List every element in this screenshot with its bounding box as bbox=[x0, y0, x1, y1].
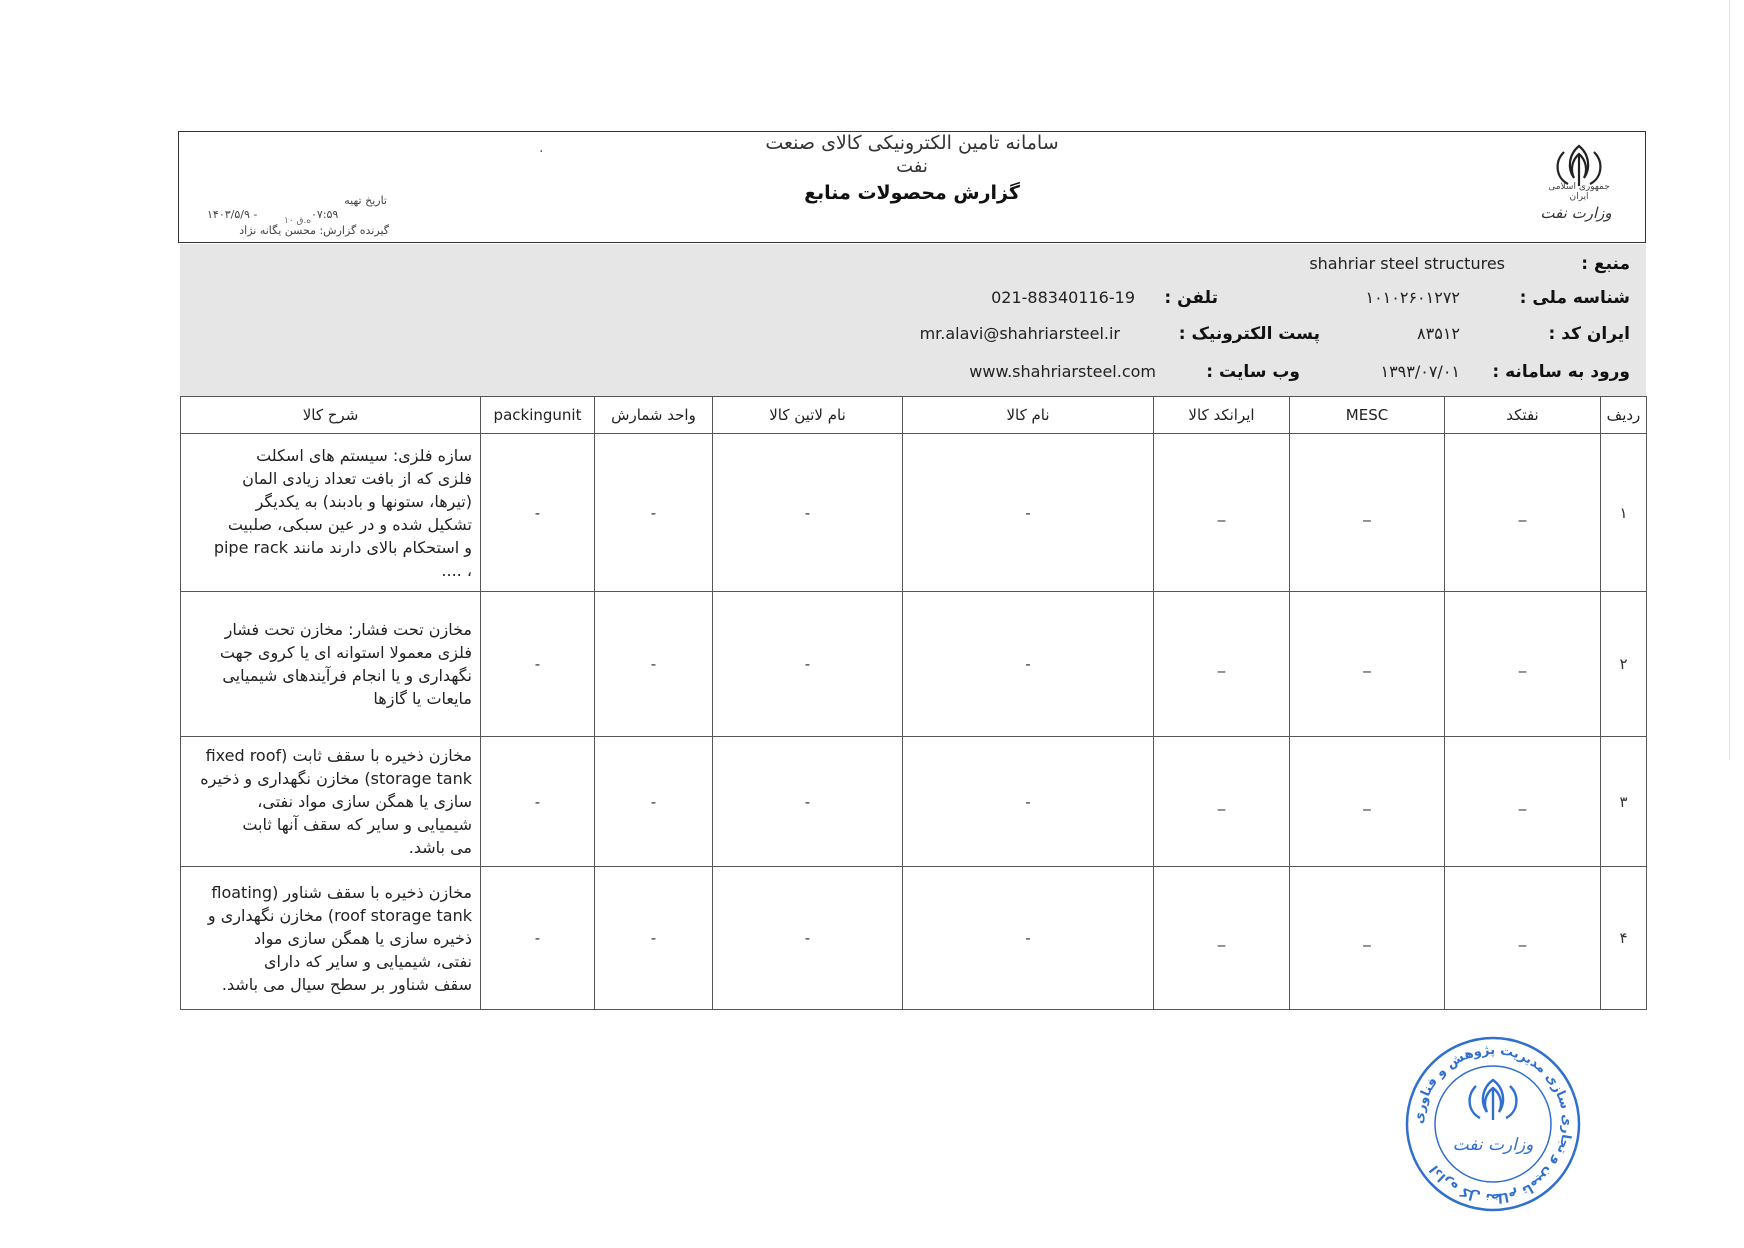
description-line: مایعات یا گازها bbox=[373, 689, 472, 708]
packingunit-cell: - bbox=[481, 592, 595, 737]
description-line: مخازن تحت فشار: مخازن تحت فشار bbox=[224, 620, 472, 639]
irancode-cell: _ bbox=[1154, 867, 1290, 1010]
email-label: پست الکترونیک : bbox=[1178, 324, 1320, 344]
prepared-date-label: تاریخ تهیه bbox=[344, 194, 387, 207]
svg-text:وزارت نفت: وزارت نفت bbox=[1452, 1135, 1534, 1155]
description-line: فلزی که از بافت تعداد زیادی المان bbox=[242, 468, 472, 488]
product-name-cell: - bbox=[903, 867, 1154, 1010]
description-line: سازی یا همگن سازی مواد نفتی، bbox=[257, 792, 472, 811]
description-line: سازه فلزی: سیستم های اسکلت bbox=[256, 445, 472, 465]
header-irancode: ایرانکد کالا bbox=[1154, 397, 1290, 434]
description-line: شیمیایی و سایر که سقف آنها ثابت bbox=[242, 815, 472, 834]
iran-code-value: ۸۳۵۱۲ bbox=[1417, 324, 1460, 343]
row-number: ۲ bbox=[1601, 592, 1647, 737]
header-row-number: ردیف bbox=[1601, 397, 1647, 434]
mesc-cell: _ bbox=[1290, 867, 1445, 1010]
website-value: www.shahriarsteel.com bbox=[969, 362, 1156, 381]
irancode-cell: _ bbox=[1154, 737, 1290, 867]
naftcode-cell: _ bbox=[1445, 592, 1601, 737]
product-name-cell: - bbox=[903, 737, 1154, 867]
naftcode-cell: _ bbox=[1445, 737, 1601, 867]
national-id-value: ۱۰۱۰۲۶۰۱۲۷۲ bbox=[1365, 288, 1460, 307]
header-description: شرح کالا bbox=[181, 397, 481, 434]
prepared-date-value: ۱۴۰۳/۵/۹ - bbox=[207, 208, 258, 221]
packingunit-cell: - bbox=[481, 434, 595, 592]
header-packingunit: packingunit bbox=[481, 397, 595, 434]
row-number: ۴ bbox=[1601, 867, 1647, 1010]
table-row bbox=[181, 867, 1647, 1010]
email-value: mr.alavi@shahriarsteel.ir bbox=[919, 324, 1120, 343]
description-line: roof storage tank) مخازن نگهداری و bbox=[207, 905, 472, 925]
description-cell bbox=[181, 737, 481, 867]
ministry-stamp-icon bbox=[1400, 1032, 1586, 1216]
description-cell bbox=[181, 592, 481, 737]
latin-name-cell: - bbox=[713, 434, 903, 592]
products-table bbox=[180, 396, 1647, 1010]
iran-code-label: ایران کد : bbox=[1548, 324, 1630, 344]
latin-name-cell: - bbox=[713, 867, 903, 1010]
packingunit-cell: - bbox=[481, 737, 595, 867]
source-label: منبع : bbox=[1581, 254, 1630, 274]
description-line: نفتی، شیمیایی و سایر که دارای bbox=[263, 951, 472, 971]
logo-caption-republic: جمهوری اسلامی ایران bbox=[1548, 182, 1610, 202]
table-row bbox=[181, 592, 1647, 737]
system-title-line2: نفت bbox=[896, 156, 928, 177]
phone-value: 021-88340116-19 bbox=[991, 288, 1135, 307]
unit-cell: - bbox=[595, 867, 713, 1010]
scan-edge-line bbox=[1729, 0, 1730, 760]
description-line: ذخیره سازی یا همگن سازی مواد bbox=[254, 928, 472, 948]
description-line: ، .... bbox=[441, 560, 472, 580]
report-header bbox=[178, 131, 1646, 243]
latin-name-cell: - bbox=[713, 592, 903, 737]
product-name-cell: - bbox=[903, 434, 1154, 592]
latin-name-cell: - bbox=[713, 737, 903, 867]
description-line: تشکیل شده و در عین سبکی، صلبیت bbox=[227, 514, 472, 534]
unit-cell: - bbox=[595, 737, 713, 867]
report-title: گزارش محصولات منابع bbox=[804, 182, 1020, 204]
product-name-cell: - bbox=[903, 592, 1154, 737]
description-cell bbox=[181, 867, 481, 1010]
description-line: مخازن ذخیره با سقف شناور (floating bbox=[211, 882, 472, 902]
logo-caption-ministry: وزارت نفت bbox=[1540, 204, 1612, 222]
phone-label: تلفن : bbox=[1164, 288, 1218, 308]
table-header-row bbox=[181, 397, 1647, 434]
header-mesc: MESC bbox=[1290, 397, 1445, 434]
reporter-name: گیرنده گزارش: محسن یگانه نژاد bbox=[239, 224, 389, 237]
irancode-cell: _ bbox=[1154, 434, 1290, 592]
entry-value: ۱۳۹۳/۰۷/۰۱ bbox=[1380, 362, 1460, 381]
header-naftcode: نفتکد bbox=[1445, 397, 1601, 434]
entry-label: ورود به سامانه : bbox=[1492, 362, 1630, 382]
national-id-label: شناسه ملی : bbox=[1519, 288, 1630, 308]
source-value: shahriar steel structures bbox=[1309, 254, 1505, 273]
table-row bbox=[181, 434, 1647, 592]
description-line: مخازن ذخیره با سقف ثابت (fixed roof bbox=[205, 746, 472, 765]
naftcode-cell: _ bbox=[1445, 434, 1601, 592]
description-cell bbox=[181, 434, 481, 592]
naftcode-cell: _ bbox=[1445, 867, 1601, 1010]
header-unit: واحد شمارش bbox=[595, 397, 713, 434]
row-number: ۳ bbox=[1601, 737, 1647, 867]
prepared-time-value: ۰۷:۵۹ bbox=[311, 208, 339, 221]
description-line: نگهداری و یا انجام فرآیندهای شیمیایی bbox=[222, 666, 472, 685]
svg-text:اداره کل نظام تامین و تجاری سا: اداره کل نظام تامین و تجاری سازی مدیریت پژوهش و فناوری bbox=[1411, 1042, 1575, 1206]
mesc-cell: _ bbox=[1290, 737, 1445, 867]
packingunit-cell: - bbox=[481, 867, 595, 1010]
source-info-panel bbox=[180, 244, 1646, 396]
table-row bbox=[181, 737, 1647, 867]
system-title-line1: سامانه تامین الکترونیکی کالای صنعت bbox=[765, 132, 1059, 154]
unit-cell: - bbox=[595, 434, 713, 592]
description-line: و استحکام بالای دارند مانند pipe rack bbox=[213, 537, 472, 557]
header-latin-name: نام لاتین کالا bbox=[713, 397, 903, 434]
header-dot: . bbox=[539, 140, 544, 156]
description-line: فلزی معمولا استوانه ای یا کروی جهت bbox=[219, 643, 472, 662]
unit-cell: - bbox=[595, 592, 713, 737]
description-line: می باشد. bbox=[408, 838, 472, 857]
description-line: سقف شناور بر سطح سیال می باشد. bbox=[221, 974, 472, 994]
header-product-name: نام کالا bbox=[903, 397, 1154, 434]
row-number: ۱ bbox=[1601, 434, 1647, 592]
mesc-cell: _ bbox=[1290, 434, 1445, 592]
prepared-hijri: ه.ق ۱۰ bbox=[284, 216, 312, 226]
description-line: storage tank) مخازن نگهداری و ذخیره bbox=[200, 769, 472, 788]
irancode-cell: _ bbox=[1154, 592, 1290, 737]
description-line: (تیرها، ستونها و بادبند) به یکدیگر bbox=[255, 491, 472, 511]
website-label: وب سایت : bbox=[1206, 362, 1300, 382]
mesc-cell: _ bbox=[1290, 592, 1445, 737]
